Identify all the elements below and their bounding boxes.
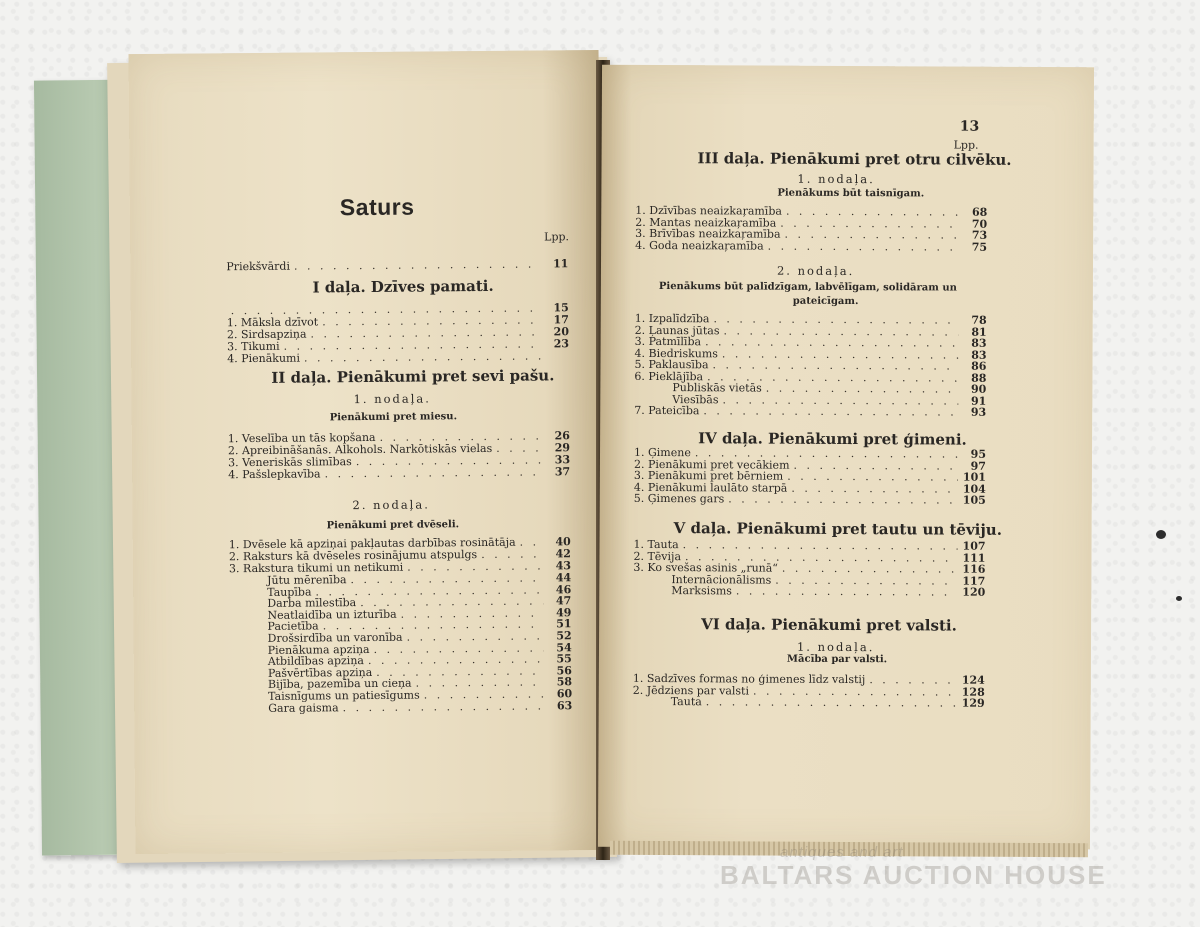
- entry-label: Taupība: [267, 585, 312, 599]
- page-number: 13: [959, 118, 980, 135]
- entry-number: 5.: [633, 491, 645, 505]
- entry-label: Raksturs kā dvēseles rosinājumu atspulgs: [242, 548, 478, 564]
- entry-number: 2.: [634, 323, 646, 337]
- entry-label: Veselība un tās kopšana: [241, 430, 376, 446]
- entry-label: Ģimenes gars: [647, 491, 725, 506]
- entry-page: 105: [962, 493, 986, 507]
- toc-entry[interactable]: [633, 696, 985, 710]
- lpp-label: Lpp.: [544, 230, 570, 244]
- chapter-label: 2. nodaļa.: [352, 497, 430, 513]
- entry-page: 68: [971, 205, 988, 219]
- entry-number: 1.: [226, 316, 238, 330]
- entry-page: 49: [556, 606, 572, 620]
- entry-number: 3.: [635, 226, 646, 240]
- entry-label: Biedriskums: [648, 346, 718, 360]
- wall-spot: [1156, 530, 1166, 539]
- toc-entry[interactable]: [634, 493, 986, 507]
- chapter-label: 1. nodaļa.: [796, 639, 875, 655]
- chapter-subtitle: Pienākumi pret dvēseli.: [326, 519, 460, 532]
- entry-number: 2.: [226, 328, 238, 342]
- chapter-subtitle: Pienākums būt taisnīgam.: [777, 187, 925, 200]
- watermark-line1: antiques and art: [780, 844, 904, 861]
- entry-number: 3.: [228, 456, 239, 470]
- entry-label: Rakstura tikumi un netikumi: [242, 560, 404, 576]
- entry-page: 107: [962, 539, 986, 553]
- entry-page: 33: [554, 453, 571, 467]
- entry-number: 2.: [633, 457, 645, 471]
- entry-label: Ģimene: [647, 445, 691, 460]
- entry-page: 116: [962, 562, 986, 576]
- entry-label: Viesībās: [672, 392, 719, 406]
- entry-number: 2.: [635, 215, 646, 229]
- entry-page: 117: [962, 574, 986, 588]
- entry-label: Drošsirdība un varonība: [267, 630, 403, 645]
- entry-label: Publiskās vietās: [672, 381, 762, 395]
- entry-page: 17: [553, 313, 569, 327]
- toc-entry[interactable]: [634, 405, 986, 419]
- part-heading: IV daļa. Pienākumi pret ģimeni.: [698, 429, 967, 449]
- entry-number: 2.: [632, 683, 644, 697]
- entry-page: 88: [971, 371, 987, 385]
- entry-page: 56: [556, 664, 572, 678]
- toc-entry[interactable]: [635, 239, 987, 253]
- entry-number: 3.: [633, 468, 645, 482]
- entry-page: 81: [971, 325, 987, 339]
- entry-label: Pieklājība: [648, 369, 704, 383]
- entry-page: 83: [971, 348, 987, 362]
- entry-page: 46: [555, 582, 572, 596]
- entry-page: 58: [556, 675, 573, 689]
- watermark-line2: BALTARS AUCTION HOUSE: [720, 860, 1107, 890]
- entry-number: 4.: [227, 352, 238, 366]
- entry-label: Pienākumi pret vecākiem: [647, 457, 790, 472]
- chapter-label: 2. nodaļa.: [776, 263, 855, 279]
- entry-label: Taisnīgums un patiesīgums: [268, 688, 420, 703]
- entry-page: 54: [556, 640, 572, 654]
- entry-label: Gara gaisma: [268, 700, 339, 715]
- entry-page: 129: [961, 696, 985, 710]
- entry-page: 29: [554, 441, 571, 455]
- entry-number: 1.: [635, 203, 646, 217]
- entry-number: 1.: [633, 537, 645, 551]
- part-heading: III daļa. Pienākumi pret otru cilvēku.: [697, 149, 1012, 169]
- entry-page: 37: [554, 465, 571, 479]
- entry-label: Māksla dzīvot: [240, 315, 319, 330]
- entry-page: 47: [555, 594, 572, 608]
- entry-label: Tikumi: [241, 339, 280, 354]
- entry-page: 23: [553, 337, 570, 351]
- entry-label: Sirdsapziņa: [240, 327, 307, 342]
- part-heading: I daļa. Dzīves pamati.: [312, 276, 494, 297]
- part-heading: VI daļa. Pienākumi pret valsti.: [701, 615, 957, 635]
- entry-label: Dvēsele kā apziņai pakļautas darbības rosinātāja: [242, 535, 516, 552]
- entry-page: 73: [971, 228, 988, 242]
- right-page: [598, 65, 1094, 850]
- entry-page: 104: [962, 482, 986, 496]
- entry-number: 4.: [634, 346, 646, 360]
- entry-number: 7.: [634, 403, 645, 417]
- entry-number: 1.: [227, 432, 239, 446]
- entry-page: 83: [971, 336, 987, 350]
- entry-label: Sadzīves formas no ģimenes līdz valstij: [646, 671, 866, 687]
- entry-label: Dzīvības neaizkaŗamība: [649, 203, 782, 218]
- entry-number: 5.: [634, 357, 646, 371]
- entry-label: Pašslepkavība: [242, 467, 321, 482]
- entry-page: 52: [556, 629, 572, 643]
- entry-number: 4.: [635, 238, 646, 252]
- entry-label: Paklausība: [648, 357, 709, 372]
- entry-page: 11: [552, 257, 569, 271]
- entry-number: 2.: [227, 444, 239, 458]
- entry-page: 60: [556, 687, 573, 701]
- toc-entry[interactable]: [227, 350, 569, 365]
- entry-page: 97: [970, 459, 986, 473]
- entry-page: 128: [961, 685, 985, 699]
- entry-number: 4.: [228, 468, 239, 482]
- entry-label: Goda neaizkaŗamība: [649, 238, 764, 253]
- entry-number: 3.: [228, 562, 240, 576]
- entry-page: 91: [970, 394, 987, 408]
- entry-label: Patmīlība: [648, 334, 702, 349]
- chapter-subtitle: Pienākums būt palīdzīgam, labvēlīgam, solidāram un: [658, 281, 957, 294]
- chapter-label: 1. nodaļa.: [797, 171, 875, 187]
- entry-label: Pienākuma apziņa: [267, 642, 370, 657]
- entry-page: 124: [961, 673, 985, 687]
- entry-page: 43: [555, 559, 572, 573]
- entry-label: Izpalīdzība: [648, 311, 710, 326]
- toc-entry-intro[interactable]: [226, 258, 568, 273]
- entry-label: Tauta: [670, 695, 702, 709]
- contents-title: Saturs: [339, 193, 415, 221]
- watermark: [720, 844, 1120, 898]
- entry-label: Tēvija: [647, 549, 682, 563]
- entry-page: 55: [556, 652, 572, 666]
- entry-page: 26: [554, 429, 570, 443]
- entry-page: 78: [971, 313, 987, 327]
- entry-number: 1.: [632, 671, 644, 685]
- wall-spot: [1176, 596, 1182, 601]
- entry-page: 63: [556, 698, 573, 712]
- entry-label: Atbildības apziņa: [267, 654, 364, 669]
- entry-number: 1.: [634, 311, 646, 325]
- entry-label: Pienākumi laulāto starpā: [647, 480, 788, 495]
- entry-number: 1.: [228, 538, 240, 552]
- entry-label: Brīvības neaizkaŗamība: [649, 226, 781, 241]
- entry-number: 4.: [633, 480, 645, 494]
- entry-number: 2.: [633, 549, 645, 563]
- entry-label: Ļaunas jūtas: [648, 323, 720, 337]
- lpp-label: Lpp.: [953, 138, 979, 152]
- entry-number: 3.: [633, 560, 644, 574]
- entry-page: 101: [962, 470, 986, 484]
- entry-number: 1.: [633, 445, 645, 459]
- entry-label: Mantas neaizkaŗamība: [649, 215, 777, 230]
- entry-label: Priekšvārdi: [226, 259, 291, 274]
- entry-number: 6.: [634, 369, 645, 383]
- entry-number: 3.: [634, 334, 646, 348]
- entry-number: 3.: [227, 340, 238, 354]
- left-page: [129, 50, 606, 854]
- entry-label: Internācionālisms: [671, 572, 772, 587]
- entry-page: 51: [556, 617, 572, 631]
- entry-page: 40: [555, 535, 571, 549]
- entry-page: 90: [971, 382, 987, 396]
- part-heading: V daļa. Pienākumi pret tautu un tēviju.: [673, 519, 1003, 539]
- entry-page: 111: [962, 551, 986, 565]
- entry-page: 42: [555, 547, 571, 561]
- entry-label: Tauta: [647, 537, 679, 552]
- entry-label: Pienākumi pret bērniem: [647, 468, 784, 483]
- entry-page: 95: [970, 447, 987, 461]
- entry-label: Veneriskās slimības: [242, 455, 352, 470]
- entry-page: 93: [970, 405, 987, 419]
- entry-page: 44: [555, 571, 572, 585]
- entry-label: Pienākumi: [241, 351, 301, 366]
- entry-label: Darba mīlestība: [267, 596, 357, 611]
- entry-label: Pacietība: [267, 619, 319, 634]
- entry-label: Neatlaidība un izturība: [267, 607, 397, 622]
- chapter-subtitle: Pienākumi pret miesu.: [329, 411, 458, 424]
- part-heading: II daļa. Pienākumi pret sevi pašu.: [271, 366, 555, 387]
- entry-label: Bijība, pazemība un cieņa: [267, 677, 412, 692]
- entry-label: Ko svešas asinis „runā“: [647, 560, 778, 575]
- chapter-label: 1. nodaļa.: [353, 391, 431, 407]
- entry-label: Pašvērtības apziņa: [267, 665, 373, 680]
- chapter-subtitle: Mācība par valsti.: [786, 653, 888, 666]
- entry-page: 75: [971, 240, 988, 254]
- entry-page: 70: [971, 217, 988, 231]
- toc-entry[interactable]: [230, 700, 572, 715]
- entry-number: 2.: [228, 550, 240, 564]
- entry-page: 120: [962, 585, 986, 599]
- entry-label: Jūtu mērenība: [267, 573, 347, 587]
- entry-label: Jēdziens par valsti: [646, 683, 750, 697]
- entry-page: 86: [971, 359, 987, 373]
- entry-page: 20: [553, 325, 570, 339]
- toc-entry[interactable]: [228, 466, 570, 481]
- toc-entry[interactable]: [633, 585, 985, 599]
- chapter-subtitle: pateicīgam.: [792, 295, 859, 308]
- entry-label: Apreibināšanās. Alkohols. Narkōtiskās vielas: [241, 441, 493, 458]
- entry-label: Marksisms: [671, 584, 732, 598]
- entry-page: 15: [553, 301, 569, 315]
- entry-label: Pateicība: [648, 403, 700, 418]
